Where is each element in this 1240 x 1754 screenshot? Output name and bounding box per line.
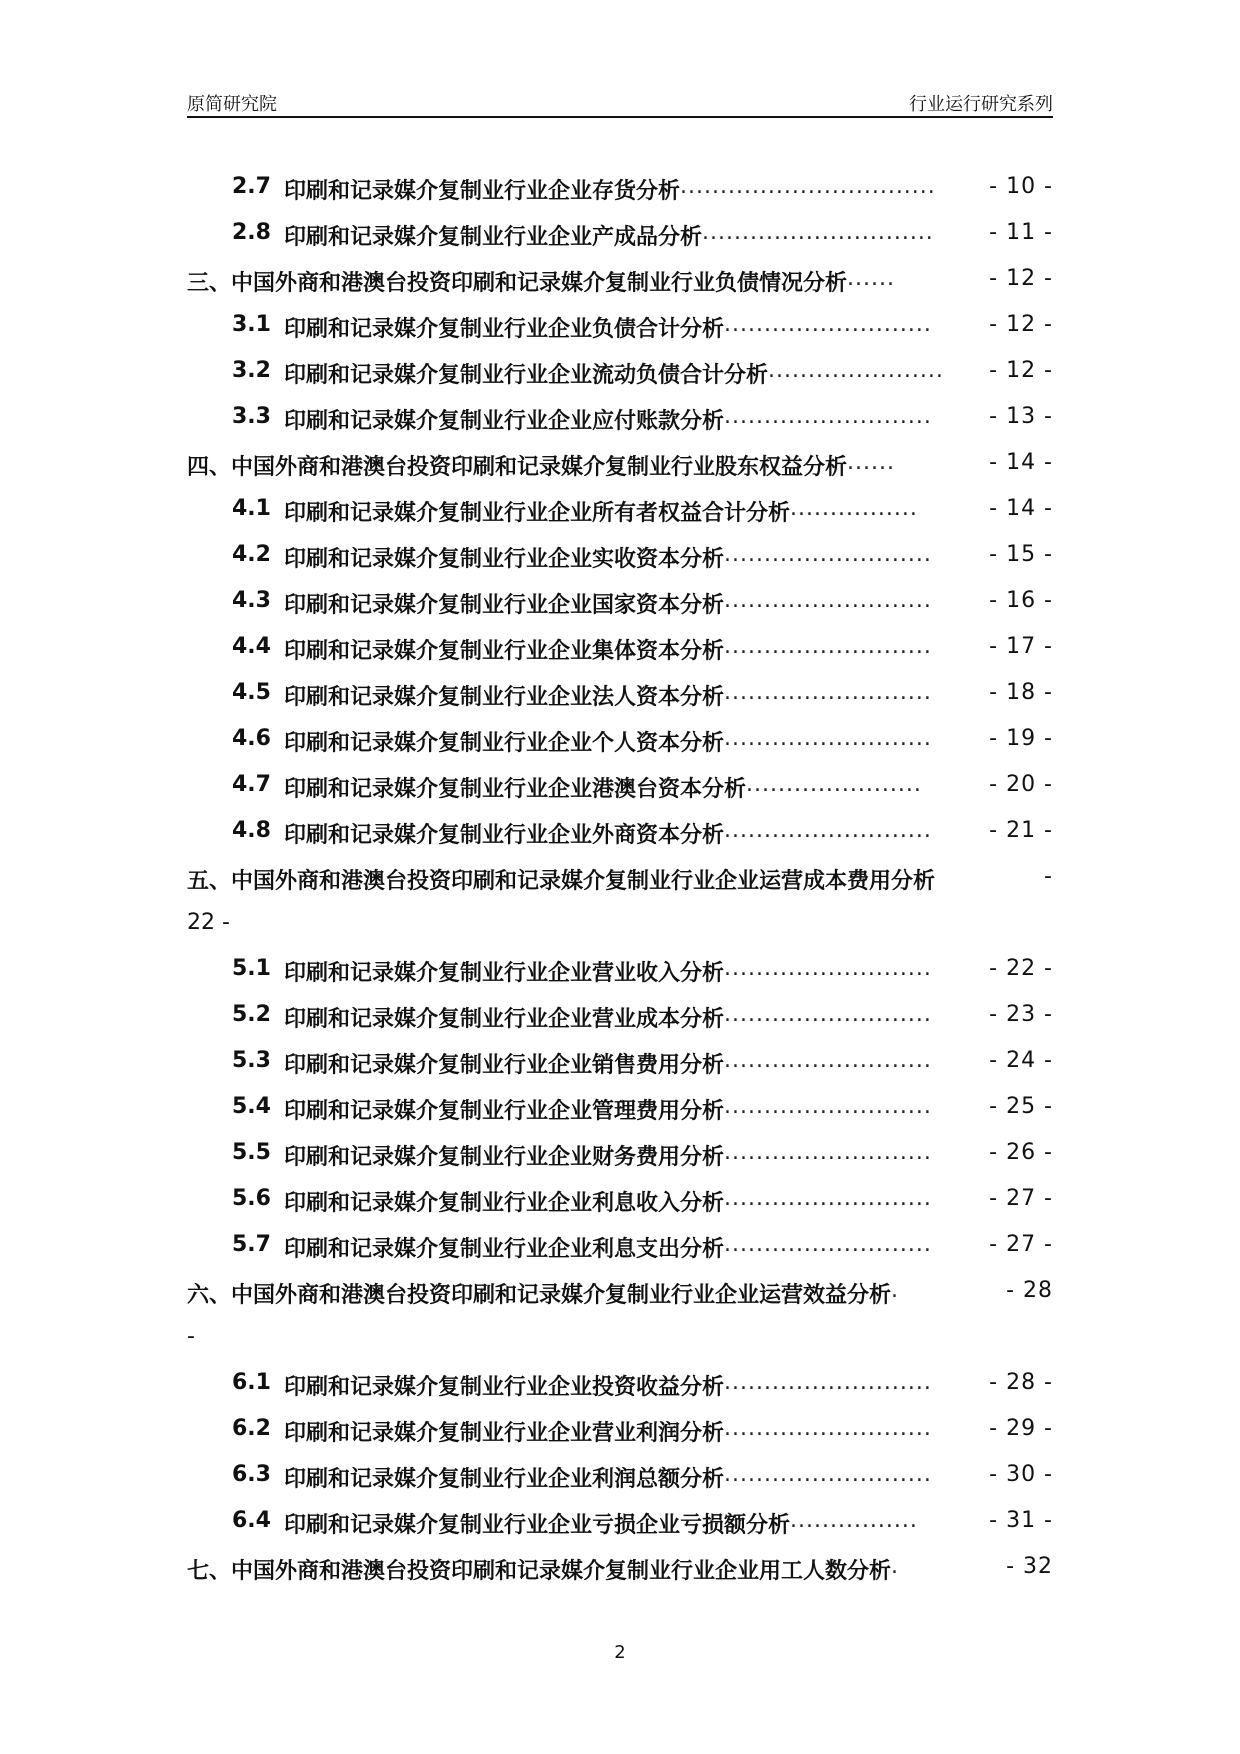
toc-entry[interactable] bbox=[187, 168, 1053, 214]
toc-page-number: - 19 - bbox=[989, 726, 1053, 751]
toc-entry[interactable] bbox=[187, 1180, 1053, 1226]
toc-entry-number: 4.8 bbox=[232, 818, 271, 843]
toc-page-number: - 10 - bbox=[989, 174, 1053, 199]
toc-entry-title: 七、中国外商和港澳台投资印刷和记录媒介复制业行业企业用工人数分析 bbox=[187, 1559, 892, 1584]
toc-leader-dots: ............................. bbox=[702, 220, 934, 245]
toc-entry-number: 2.8 bbox=[232, 220, 271, 245]
toc-leader-dots: ................ bbox=[790, 496, 918, 521]
toc-page-number: - 21 - bbox=[989, 818, 1053, 843]
toc-entry-title: 印刷和记录媒介复制业行业企业外商资本分析 bbox=[284, 823, 725, 848]
toc-entry-number: 4.4 bbox=[232, 634, 271, 659]
toc-leader-dots: ...... bbox=[847, 450, 895, 475]
toc-entry-title: 印刷和记录媒介复制业行业企业实收资本分析 bbox=[284, 547, 725, 572]
toc-leader-dots: . bbox=[891, 1554, 899, 1579]
toc-leader-dots: .......................... bbox=[724, 542, 932, 567]
toc-leader-dots: . bbox=[891, 1278, 899, 1303]
page-number: 2 bbox=[614, 1642, 626, 1663]
toc-entry-title: 印刷和记录媒介复制业行业企业个人资本分析 bbox=[284, 731, 725, 756]
toc-leader-dots: .......................... bbox=[724, 1186, 932, 1211]
toc-entry-number: 4.6 bbox=[232, 726, 271, 751]
toc-page-number: - 22 - bbox=[989, 956, 1053, 981]
toc-page-number: - 11 - bbox=[989, 220, 1053, 245]
toc-page-number: - 24 - bbox=[989, 1048, 1053, 1073]
toc-page-number: - bbox=[1044, 864, 1053, 889]
toc-entry-title: 印刷和记录媒介复制业行业企业利息收入分析 bbox=[284, 1191, 725, 1216]
toc-entry-title: 印刷和记录媒介复制业行业企业应付账款分析 bbox=[284, 409, 725, 434]
toc-page-number: - 29 - bbox=[989, 1416, 1053, 1441]
toc-entry[interactable] bbox=[187, 674, 1053, 720]
toc-chapter-continuation bbox=[187, 1318, 1053, 1364]
toc-entry-title: 印刷和记录媒介复制业行业企业国家资本分析 bbox=[284, 593, 725, 618]
toc-entry[interactable] bbox=[187, 1502, 1053, 1548]
toc-entry-number: 5.4 bbox=[232, 1094, 271, 1119]
toc-entry-number: 3.3 bbox=[232, 404, 271, 429]
toc-entry-number: 4.2 bbox=[232, 542, 271, 567]
toc-leader-dots: .......................... bbox=[724, 404, 932, 429]
toc-leader-dots: .......................... bbox=[724, 634, 932, 659]
toc-entry-number: 6.2 bbox=[232, 1416, 271, 1441]
toc-leader-dots: .......................... bbox=[724, 1002, 932, 1027]
toc-entry-number: 3.1 bbox=[232, 312, 271, 337]
toc-entry-title: 三、中国外商和港澳台投资印刷和记录媒介复制业行业负债情况分析 bbox=[187, 271, 848, 296]
toc-entry[interactable] bbox=[187, 398, 1053, 444]
toc-entry-title: 印刷和记录媒介复制业行业企业利息支出分析 bbox=[284, 1237, 725, 1262]
toc-entry[interactable] bbox=[187, 1088, 1053, 1134]
toc-page-number: - 14 - bbox=[989, 496, 1053, 521]
toc-entry-title: 印刷和记录媒介复制业行业企业存货分析 bbox=[284, 179, 681, 204]
toc-leader-dots: .......................... bbox=[724, 1416, 932, 1441]
toc-leader-dots: ...................... bbox=[746, 772, 922, 797]
toc-entry-title: 印刷和记录媒介复制业行业企业负债合计分析 bbox=[284, 317, 725, 342]
page-header bbox=[187, 86, 1053, 118]
toc-page-number: - 27 - bbox=[989, 1186, 1053, 1211]
toc-entry-title: 印刷和记录媒介复制业行业企业利润总额分析 bbox=[284, 1467, 725, 1492]
toc-chapter[interactable] bbox=[187, 1548, 1053, 1594]
toc-page-number: - 30 - bbox=[989, 1462, 1053, 1487]
toc-entry[interactable] bbox=[187, 720, 1053, 766]
toc-entry-title: 印刷和记录媒介复制业行业企业法人资本分析 bbox=[284, 685, 725, 710]
toc-entry-number: 4.1 bbox=[232, 496, 271, 521]
toc-entry-title: 印刷和记录媒介复制业行业企业财务费用分析 bbox=[284, 1145, 725, 1170]
toc-entry[interactable] bbox=[187, 306, 1053, 352]
toc-chapter[interactable] bbox=[187, 260, 1053, 306]
toc-entry-number: 6.4 bbox=[232, 1508, 271, 1533]
toc-entry[interactable] bbox=[187, 536, 1053, 582]
toc-entry-number: 4.5 bbox=[232, 680, 271, 705]
toc-entry[interactable] bbox=[187, 950, 1053, 996]
toc-continued-page: 22 - bbox=[187, 910, 230, 935]
toc-page-number: - 15 - bbox=[989, 542, 1053, 567]
toc-page-number: - 12 - bbox=[989, 312, 1053, 337]
toc-entry-number: 5.1 bbox=[232, 956, 271, 981]
toc-leader-dots: .......................... bbox=[724, 1094, 932, 1119]
header-org: 原简研究院 bbox=[187, 94, 277, 115]
toc-leader-dots: .......................... bbox=[724, 956, 932, 981]
toc-entry-number: 5.6 bbox=[232, 1186, 271, 1211]
toc-leader-dots: .......................... bbox=[724, 588, 932, 613]
toc-entry-title: 印刷和记录媒介复制业行业企业投资收益分析 bbox=[284, 1375, 725, 1400]
toc-chapter[interactable] bbox=[187, 1272, 1053, 1318]
toc-entry-title: 印刷和记录媒介复制业行业企业亏损企业亏损额分析 bbox=[284, 1513, 791, 1538]
toc-entry-number: 3.2 bbox=[232, 358, 271, 383]
toc-chapter[interactable] bbox=[187, 444, 1053, 490]
toc-leader-dots: .......................... bbox=[724, 818, 932, 843]
toc-page-number: - 14 - bbox=[989, 450, 1053, 475]
toc-leader-dots: .......................... bbox=[724, 726, 932, 751]
toc-page-number: - 25 - bbox=[989, 1094, 1053, 1119]
toc-page-number: - 16 - bbox=[989, 588, 1053, 613]
toc-entry-number: 5.5 bbox=[232, 1140, 271, 1165]
header-series: 行业运行研究系列 bbox=[909, 94, 1053, 115]
toc-leader-dots: .......................... bbox=[724, 1462, 932, 1487]
toc-page-number: - 28 - bbox=[989, 1370, 1053, 1395]
toc-page-number: - 23 - bbox=[989, 1002, 1053, 1027]
toc-entry[interactable] bbox=[187, 1410, 1053, 1456]
toc-entry[interactable] bbox=[187, 352, 1053, 398]
toc-entry-title: 五、中国外商和港澳台投资印刷和记录媒介复制业行业企业运营成本费用分析 bbox=[187, 869, 936, 894]
toc-leader-dots: ...................... bbox=[768, 358, 944, 383]
toc-page-number: - 18 - bbox=[989, 680, 1053, 705]
toc-page-number: - 31 - bbox=[989, 1508, 1053, 1533]
toc-entry-title: 印刷和记录媒介复制业行业企业营业利润分析 bbox=[284, 1421, 725, 1446]
toc-entry-title: 印刷和记录媒介复制业行业企业产成品分析 bbox=[284, 225, 703, 250]
toc-entry-number: 5.7 bbox=[232, 1232, 271, 1257]
toc-entry-number: 4.7 bbox=[232, 772, 271, 797]
toc-entry-title: 印刷和记录媒介复制业行业企业集体资本分析 bbox=[284, 639, 725, 664]
toc-page-number: - 28 bbox=[1006, 1278, 1053, 1303]
toc-entry[interactable] bbox=[187, 812, 1053, 858]
toc-leader-dots: .......................... bbox=[724, 1048, 932, 1073]
toc-page-number: - 17 - bbox=[989, 634, 1053, 659]
toc-entry-number: 5.3 bbox=[232, 1048, 271, 1073]
toc-entry[interactable] bbox=[187, 628, 1053, 674]
toc-entry-title: 四、中国外商和港澳台投资印刷和记录媒介复制业行业股东权益分析 bbox=[187, 455, 848, 480]
toc-leader-dots: .......................... bbox=[724, 312, 932, 337]
toc-page-number: - 26 - bbox=[989, 1140, 1053, 1165]
toc-entry[interactable] bbox=[187, 1456, 1053, 1502]
toc-entry-title: 印刷和记录媒介复制业行业企业流动负债合计分析 bbox=[284, 363, 769, 388]
toc-entry[interactable] bbox=[187, 1364, 1053, 1410]
toc-entry-title: 印刷和记录媒介复制业行业企业港澳台资本分析 bbox=[284, 777, 747, 802]
toc-page-number: - 20 - bbox=[989, 772, 1053, 797]
toc-entry[interactable] bbox=[187, 996, 1053, 1042]
toc-leader-dots: ................................ bbox=[680, 174, 936, 199]
toc-entry[interactable] bbox=[187, 490, 1053, 536]
toc-leader-dots: .......................... bbox=[724, 680, 932, 705]
toc-leader-dots: .......................... bbox=[724, 1140, 932, 1165]
toc-entry[interactable] bbox=[187, 214, 1053, 260]
toc-entry-title: 印刷和记录媒介复制业行业企业所有者权益合计分析 bbox=[284, 501, 791, 526]
toc-leader-dots: ...... bbox=[847, 266, 895, 291]
toc-entry-title: 印刷和记录媒介复制业行业企业管理费用分析 bbox=[284, 1099, 725, 1124]
toc-leader-dots: .......................... bbox=[724, 1232, 932, 1257]
toc-page-number: - 12 - bbox=[989, 266, 1053, 291]
toc-page-number: - 12 - bbox=[989, 358, 1053, 383]
toc-page-number: - 32 bbox=[1006, 1554, 1053, 1579]
toc-entry-title: 印刷和记录媒介复制业行业企业营业收入分析 bbox=[284, 961, 725, 986]
toc-entry-number: 6.3 bbox=[232, 1462, 271, 1487]
toc-entry-number: 5.2 bbox=[232, 1002, 271, 1027]
table-of-contents bbox=[187, 168, 1053, 1594]
toc-leader-dots: ................ bbox=[790, 1508, 918, 1533]
toc-entry[interactable] bbox=[187, 766, 1053, 812]
toc-entry[interactable] bbox=[187, 1226, 1053, 1272]
toc-entry[interactable] bbox=[187, 1134, 1053, 1180]
toc-leader-dots: .......................... bbox=[724, 1370, 932, 1395]
toc-chapter[interactable] bbox=[187, 858, 1053, 904]
toc-entry-number: 4.3 bbox=[232, 588, 271, 613]
toc-entry-number: 6.1 bbox=[232, 1370, 271, 1395]
toc-entry-title: 印刷和记录媒介复制业行业企业营业成本分析 bbox=[284, 1007, 725, 1032]
toc-entry-title: 六、中国外商和港澳台投资印刷和记录媒介复制业行业企业运营效益分析 bbox=[187, 1283, 892, 1308]
toc-continued-page: - bbox=[187, 1324, 195, 1349]
toc-page-number: - 27 - bbox=[989, 1232, 1053, 1257]
toc-entry[interactable] bbox=[187, 582, 1053, 628]
toc-entry-title: 印刷和记录媒介复制业行业企业销售费用分析 bbox=[284, 1053, 725, 1078]
toc-entry[interactable] bbox=[187, 1042, 1053, 1088]
toc-page-number: - 13 - bbox=[989, 404, 1053, 429]
toc-chapter-continuation bbox=[187, 904, 1053, 950]
toc-entry-number: 2.7 bbox=[232, 174, 271, 199]
